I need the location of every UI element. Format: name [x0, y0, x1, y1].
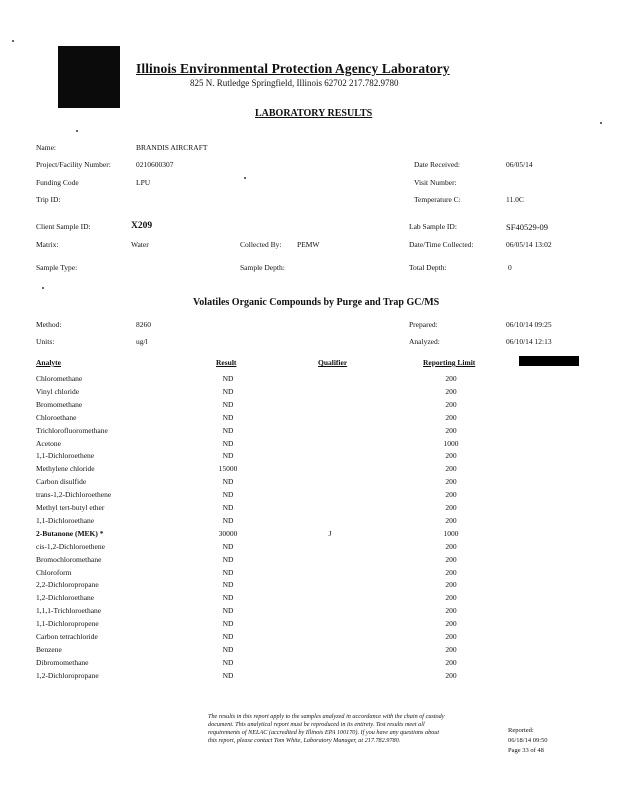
scan-speck: [244, 177, 246, 179]
name-label: Name:: [36, 143, 56, 152]
method-section-title: Volatiles Organic Compounds by Purge and Trap GC/MS: [193, 297, 440, 308]
lab-sample-label: Lab Sample ID:: [409, 222, 457, 231]
lab-title: Illinois Environmental Protection Agency Laboratory: [136, 61, 450, 76]
scan-speck: [42, 287, 44, 289]
table-cell-result: ND: [222, 386, 234, 396]
table-cell-limit: 200: [445, 541, 457, 551]
table-cell-limit: 200: [445, 593, 457, 603]
project-value: 0210600307: [136, 160, 174, 169]
table-cell-result: ND: [222, 657, 234, 667]
total-depth-value: 0: [508, 263, 512, 272]
table-cell-result: ND: [222, 644, 234, 654]
table-cell-analyte: Bromochloromethane: [36, 554, 102, 564]
visit-label: Visit Number:: [414, 178, 457, 187]
table-cell-limit: 200: [445, 464, 457, 474]
table-cell-analyte: Methylene chloride: [36, 464, 95, 474]
table-cell-limit: 200: [445, 632, 457, 641]
table-cell-analyte: Benzene: [36, 644, 62, 654]
sample-depth-label: Sample Depth:: [240, 263, 285, 272]
trip-label: Trip ID:: [36, 195, 61, 204]
table-cell-result: ND: [222, 399, 234, 409]
table-cell-analyte: 1,1-Dichloropropene: [36, 619, 99, 629]
scan-speck: [600, 122, 602, 124]
table-cell-result: ND: [222, 412, 234, 422]
table-cell-result: ND: [222, 541, 234, 551]
prepared-label: Prepared:: [409, 320, 438, 329]
analyzed-label: Analyzed:: [409, 337, 440, 346]
table-cell-limit: 200: [445, 386, 457, 396]
analyzed-value: 06/10/14 12:13: [506, 337, 552, 346]
footer-note: The results in this report apply to the samples analyzed in accordance with the chain of custody document. This analytical report must be reproduced in its entirety. Test results meet all requirements of NELAC (accredited by Illinois EPA 100170). If you have any questions about this report, please contact Tom White, Laboratory Manager, at 217.782.9780.: [208, 713, 445, 744]
table-cell-result: ND: [222, 374, 234, 383]
lab-sample-value: SF40529-09: [506, 222, 549, 232]
method-label: Method:: [36, 320, 62, 329]
project-label: Project/Facility Number:: [36, 160, 111, 169]
table-cell-result: 30000: [218, 528, 238, 538]
table-cell-analyte: Methyl tert-butyl ether: [36, 503, 105, 512]
temp-label: Temperature C:: [414, 195, 461, 204]
table-cell-result: ND: [222, 503, 234, 512]
matrix-value: Water: [131, 240, 149, 249]
sample-type-label: Sample Type:: [36, 263, 78, 272]
table-cell-result: ND: [222, 515, 234, 525]
page-number: Page 33 of 48: [508, 747, 544, 754]
table-cell-limit: 200: [445, 490, 457, 500]
collected-by-value: PEMW: [297, 240, 320, 249]
table-cell-limit: 200: [445, 606, 457, 616]
table-cell-analyte: 2,2-Dichloropropane: [36, 580, 99, 590]
lab-address: 825 N. Rutledge Springfield, Illinois 62702 217.782.9780: [190, 78, 399, 88]
total-depth-label: Total Depth:: [409, 263, 447, 272]
col-analyte-header: Analyte: [36, 358, 61, 367]
table-cell-qualifier: J: [328, 528, 332, 538]
redaction-bar: [519, 356, 579, 366]
table-cell-result: ND: [222, 477, 234, 487]
table-cell-analyte: 1,2-Dichloropropane: [36, 670, 99, 680]
col-qualifier-header: Qualifier: [318, 358, 348, 367]
reported-value: 06/18/14 09:50: [508, 737, 548, 744]
table-cell-analyte: Chloromethane: [36, 374, 83, 383]
date-received-label: Date Received:: [414, 160, 461, 169]
datetime-label: Date/Time Collected:: [409, 240, 474, 249]
table-cell-result: ND: [222, 670, 234, 680]
table-cell-analyte: Chloroform: [36, 567, 72, 577]
table-cell-limit: 200: [445, 567, 457, 577]
table-cell-limit: 200: [445, 503, 457, 512]
table-cell-limit: 200: [445, 515, 457, 525]
table-cell-limit: 200: [445, 644, 457, 654]
table-cell-analyte: Chloroethane: [36, 412, 77, 422]
method-value: 8260: [136, 320, 151, 329]
table-cell-limit: 200: [445, 374, 457, 383]
temp-value: 11.0C: [506, 195, 524, 204]
date-received-value: 06/05/14: [506, 160, 533, 169]
name-value: BRANDIS AIRCRAFT: [136, 143, 208, 152]
table-cell-analyte: cis-1,2-Dichloroethene: [36, 541, 105, 551]
table-cell-limit: 200: [445, 451, 457, 461]
table-cell-result: ND: [222, 438, 234, 448]
table-cell-result: ND: [222, 451, 234, 461]
table-cell-limit: 200: [445, 477, 457, 487]
units-label: Units:: [36, 337, 55, 346]
datetime-value: 06/05/14 13:02: [506, 240, 552, 249]
table-cell-analyte: 1,1-Dichloroethene: [36, 451, 95, 461]
table-cell-analyte: trans-1,2-Dichloroethene: [36, 490, 112, 500]
collected-by-label: Collected By:: [240, 240, 282, 249]
table-cell-limit: 1000: [443, 528, 459, 538]
table-cell-analyte: 1,1-Dichloroethane: [36, 515, 95, 525]
table-cell-result: ND: [222, 580, 234, 590]
table-cell-limit: 200: [445, 554, 457, 564]
table-cell-analyte: Dibromomethane: [36, 657, 89, 667]
report-title: LABORATORY RESULTS: [255, 108, 373, 119]
table-cell-result: ND: [222, 619, 234, 629]
units-value: ug/l: [136, 337, 148, 346]
agency-logo: [58, 46, 120, 108]
table-cell-result: ND: [222, 425, 234, 435]
col-result-header: Result: [216, 358, 237, 367]
client-sample-value: X209: [131, 221, 153, 231]
client-sample-label: Client Sample ID:: [36, 222, 91, 231]
table-cell-analyte: 1,1,1-Trichloroethane: [36, 606, 102, 616]
table-cell-analyte: Bromomethane: [36, 399, 83, 409]
table-cell-result: ND: [222, 554, 234, 564]
table-cell-limit: 200: [445, 412, 457, 422]
table-cell-result: ND: [222, 606, 234, 616]
table-cell-analyte: Trichlorofluoromethane: [36, 425, 108, 435]
col-limit-header: Reporting Limit: [423, 358, 476, 367]
funding-label: Funding Code: [36, 178, 79, 187]
table-cell-analyte: 2-Butanone (MEK) *: [36, 528, 104, 538]
table-cell-limit: 1000: [443, 438, 459, 448]
table-cell-analyte: Acetone: [36, 438, 61, 448]
table-cell-limit: 200: [445, 580, 457, 590]
table-cell-result: ND: [222, 490, 234, 500]
matrix-label: Matrix:: [36, 240, 59, 249]
table-cell-analyte: 1,2-Dichloroethane: [36, 593, 95, 603]
table-cell-result: ND: [222, 593, 234, 603]
prepared-value: 06/10/14 09:25: [506, 320, 552, 329]
funding-value: LPU: [136, 178, 151, 187]
table-cell-limit: 200: [445, 619, 457, 629]
table-cell-limit: 200: [445, 399, 457, 409]
table-cell-analyte: Carbon disulfide: [36, 477, 87, 487]
scan-speck: [76, 130, 78, 132]
table-cell-analyte: Carbon tetrachloride: [36, 632, 98, 641]
reported-label: Reported:: [508, 727, 534, 734]
table-cell-result: ND: [222, 567, 234, 577]
table-cell-analyte: Vinyl chloride: [36, 386, 80, 396]
table-cell-result: ND: [222, 632, 234, 641]
table-cell-limit: 200: [445, 657, 457, 667]
scan-speck: [12, 40, 14, 42]
table-cell-limit: 200: [445, 670, 457, 680]
table-cell-result: 15000: [218, 464, 238, 474]
table-cell-limit: 200: [445, 425, 457, 435]
